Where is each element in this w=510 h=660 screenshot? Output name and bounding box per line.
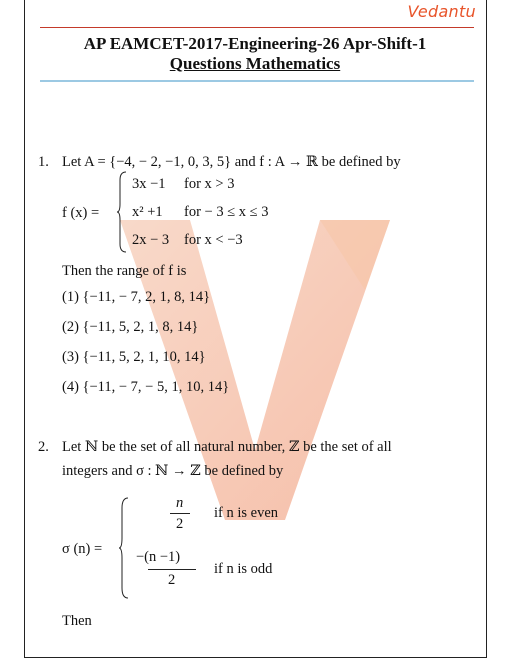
title-line-1: AP EAMCET-2017-Engineering-26 Apr-Shift-1 — [83, 34, 427, 53]
q2-number: 2. — [38, 439, 49, 455]
q2-sigma-label: σ (n) = — [62, 541, 103, 557]
q2-case-1-denominator: 2 — [176, 516, 184, 532]
q1-case-brace — [116, 170, 128, 254]
q2-case-brace — [118, 496, 130, 600]
q1-stem: Let A = {−4, − 2, −1, 0, 3, 5} and f : A → ℝ be defined by — [62, 154, 401, 170]
q1-case-2-cond: for − 3 ≤ x ≤ 3 — [184, 204, 269, 220]
q1-prompt: Then the range of f is — [62, 263, 187, 279]
q2-stem-line-2: integers and σ : ℕ → ℤ be defined by — [62, 463, 284, 479]
q1-function-label: f (x) = — [62, 205, 100, 221]
q2-case-1-numerator: n — [176, 495, 184, 511]
q1-case-3-expr: 2x − 3 — [132, 232, 170, 248]
q2-case-1-fraction-bar — [170, 513, 190, 514]
q2-case-2-condition: if n is odd — [214, 561, 273, 577]
header-divider — [40, 27, 474, 28]
page-title — [0, 34, 510, 74]
title-line-2: Questions Mathematics — [169, 54, 341, 73]
q2-case-2-fraction-bar — [148, 569, 196, 570]
q1-option-3: (3) {−11, 5, 2, 1, 10, 14} — [62, 349, 206, 365]
q1-case-1-cond: for x > 3 — [184, 176, 235, 192]
q2-case-2-numerator: −(n −1) — [136, 549, 181, 565]
q2-case-2-denominator: 2 — [168, 572, 176, 588]
q1-number: 1. — [38, 154, 49, 170]
q1-case-2-expr: x² +1 — [132, 204, 163, 220]
q2-case-1-condition: if n is even — [214, 505, 279, 521]
q1-option-1: (1) {−11, − 7, 2, 1, 8, 14} — [62, 289, 211, 305]
q2-stem-line-1: Let ℕ be the set of all natural number, ℤ be the set of all — [62, 439, 392, 455]
q1-case-1-expr: 3x −1 — [132, 176, 166, 192]
q1-option-4: (4) {−11, − 7, − 5, 1, 10, 14} — [62, 379, 230, 395]
q1-option-2: (2) {−11, 5, 2, 1, 8, 14} — [62, 319, 199, 335]
vedantu-logo: Vedantu — [407, 2, 476, 21]
q1-case-3-cond: for x < −3 — [184, 232, 243, 248]
q2-then: Then — [62, 613, 92, 629]
title-divider — [40, 80, 474, 82]
